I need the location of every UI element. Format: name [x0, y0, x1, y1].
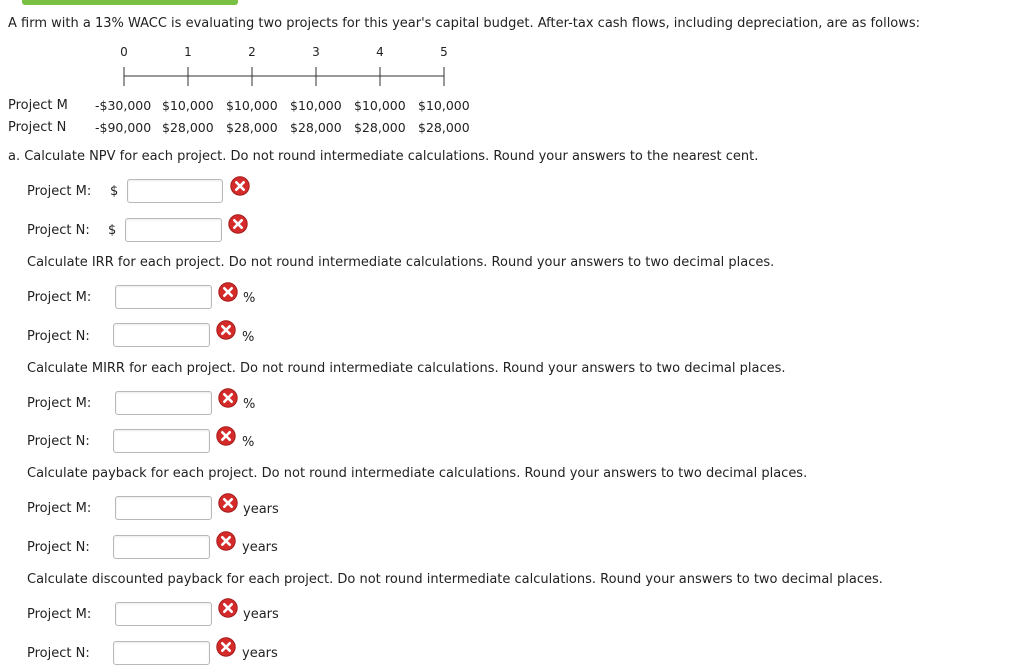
npv-instruction: a. Calculate NPV for each project. Do not round intermediate calculations. Round your answers to the nearest cent. [8, 149, 759, 164]
percent-unit: % [243, 291, 256, 306]
incorrect-x-icon [218, 493, 238, 513]
discounted-payback-project-m-input[interactable] [115, 602, 212, 626]
payback-project-n-input[interactable] [113, 535, 210, 559]
discounted-payback-project-n-label: Project N: [27, 646, 90, 661]
npv-project-m-input[interactable] [127, 179, 223, 203]
timeline-period-label: 1 [184, 45, 192, 59]
payback-project-m-input[interactable] [115, 496, 212, 520]
cash-flow-value: $10,000 [418, 98, 470, 113]
incorrect-x-icon [218, 598, 238, 618]
npv-project-n-input[interactable] [125, 218, 222, 242]
cash-flow-value: $10,000 [226, 98, 278, 113]
irr-project-n-label: Project N: [27, 329, 90, 344]
mirr-project-m-input[interactable] [115, 391, 212, 415]
npv-project-m-label: Project M: [27, 184, 92, 199]
incorrect-x-icon [216, 637, 236, 657]
cash-flow-value: $28,000 [162, 120, 214, 135]
incorrect-x-icon [230, 176, 250, 196]
incorrect-x-icon [218, 282, 238, 302]
cash-flow-value: $10,000 [354, 98, 406, 113]
project-m-name: Project M [8, 98, 68, 113]
cash-flow-value: $28,000 [226, 120, 278, 135]
incorrect-x-icon [216, 426, 236, 446]
mirr-project-n-input[interactable] [113, 429, 210, 453]
irr-project-n-input[interactable] [113, 323, 210, 347]
cash-flow-value: -$90,000 [95, 120, 152, 135]
timeline-period-label: 4 [376, 45, 384, 59]
mirr-project-m-label: Project M: [27, 396, 92, 411]
cash-flow-timeline [0, 0, 1024, 100]
cash-flow-value: $10,000 [290, 98, 342, 113]
years-unit: years [243, 607, 279, 622]
percent-unit: % [242, 435, 255, 450]
years-unit: years [242, 540, 278, 555]
mirr-project-n-label: Project N: [27, 434, 90, 449]
cash-flow-value: -$30,000 [95, 98, 152, 113]
years-unit: years [243, 502, 279, 517]
mirr-instruction: Calculate MIRR for each project. Do not round intermediate calculations. Round your answers to two decimal places. [27, 361, 786, 376]
currency-symbol: $ [110, 184, 119, 199]
discounted-payback-project-m-label: Project M: [27, 607, 92, 622]
irr-project-m-label: Project M: [27, 290, 92, 305]
years-unit: years [242, 646, 278, 661]
incorrect-x-icon [216, 320, 236, 340]
discounted-payback-project-n-input[interactable] [113, 641, 210, 665]
cash-flow-value: $28,000 [290, 120, 342, 135]
incorrect-x-icon [218, 388, 238, 408]
percent-unit: % [243, 397, 256, 412]
project-n-name: Project N [8, 120, 67, 135]
npv-project-n-label: Project N: [27, 223, 90, 238]
incorrect-x-icon [228, 214, 248, 234]
timeline-period-label: 2 [248, 45, 256, 59]
incorrect-x-icon [216, 531, 236, 551]
timeline-period-label: 3 [312, 45, 320, 59]
timeline-period-label: 5 [440, 45, 448, 59]
cash-flow-value: $28,000 [418, 120, 470, 135]
cash-flow-value: $28,000 [354, 120, 406, 135]
payback-instruction: Calculate payback for each project. Do not round intermediate calculations. Round your answers to two decimal places. [27, 466, 808, 481]
problem-intro: A firm with a 13% WACC is evaluating two projects for this year's capital budget. After-tax cash flows, including depreciation, are as follows: [8, 16, 921, 31]
currency-symbol: $ [108, 223, 117, 238]
payback-project-n-label: Project N: [27, 540, 90, 555]
timeline-period-label: 0 [120, 45, 128, 59]
irr-instruction: Calculate IRR for each project. Do not round intermediate calculations. Round your answers to two decimal places. [27, 255, 775, 270]
cash-flow-value: $10,000 [162, 98, 214, 113]
discounted-payback-instruction: Calculate discounted payback for each project. Do not round intermediate calculations. Round your answers to two decimal places. [27, 572, 883, 587]
percent-unit: % [242, 330, 255, 345]
payback-project-m-label: Project M: [27, 501, 92, 516]
irr-project-m-input[interactable] [115, 285, 212, 309]
